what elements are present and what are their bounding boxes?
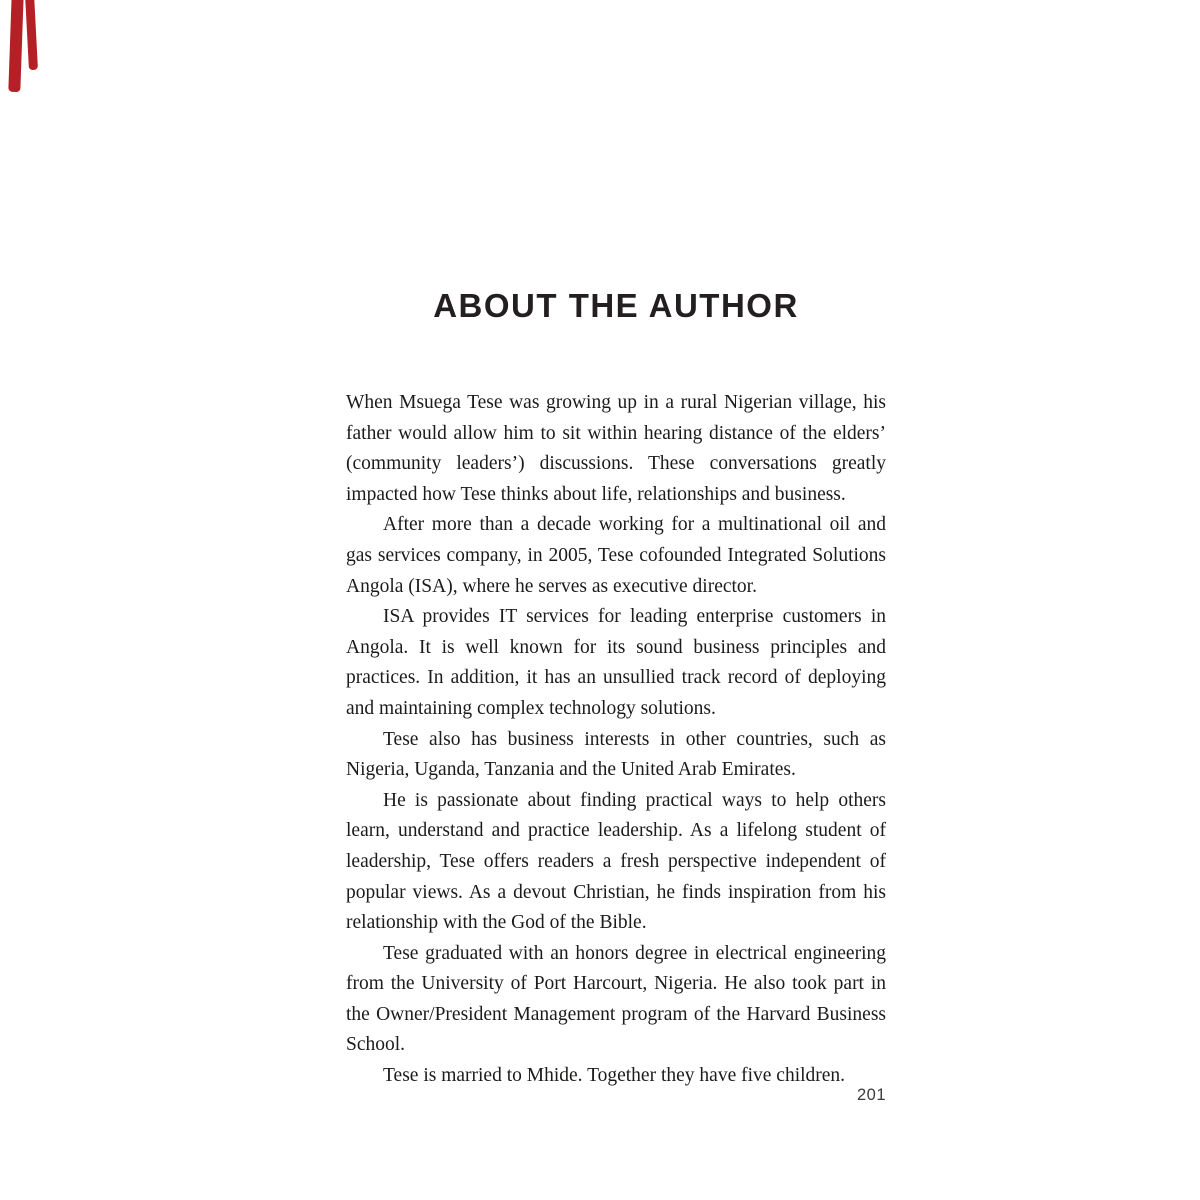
corner-red-mark	[8, 0, 48, 98]
chapter-title: ABOUT THE AUTHOR	[433, 287, 799, 324]
body-paragraph: After more than a decade working for a multinational oil and gas services company, in 2005, Tese cofounded Integrated Solutions Angola (ISA), where he serves as executive director.	[346, 514, 886, 597]
body-paragraph: Tese graduated with an honors degree in electrical engineering from the University of Port Harcourt, Nigeria. He also took part in the Owner/President Management program of the Harvard Business School.	[346, 942, 886, 1056]
body-text-column	[346, 388, 886, 1092]
red-brush-stroke	[25, 0, 38, 70]
page-number: 201	[856, 1086, 886, 1104]
body-paragraph: Tese is married to Mhide. Together they have five children.	[383, 1065, 846, 1087]
body-paragraph: ISA provides IT services for leading enterprise customers in Angola. It is well known for its sound business principles and practices. In addition, it has an unsullied track record of deploying and maintaining complex technology solutions.	[346, 606, 886, 719]
red-brush-stroke	[8, 0, 23, 92]
body-paragraph: When Msuega Tese was growing up in a rural Nigerian village, his father would allow him to sit within hearing distance of the elders’ (community leaders’) discussions. These conversations greatly impacted how Tese thinks about life, relationships and business.	[346, 392, 886, 505]
body-paragraph: Tese also has business interests in other countries, such as Nigeria, Uganda, Tanzania and the United Arab Emirates.	[346, 728, 886, 781]
body-paragraph: He is passionate about finding practical ways to help others learn, understand and practice leadership. As a lifelong student of leadership, Tese offers readers a fresh perspective independent of popular views. As a devout Christian, he finds inspiration from his relationship with the God of the Bible.	[346, 789, 886, 934]
